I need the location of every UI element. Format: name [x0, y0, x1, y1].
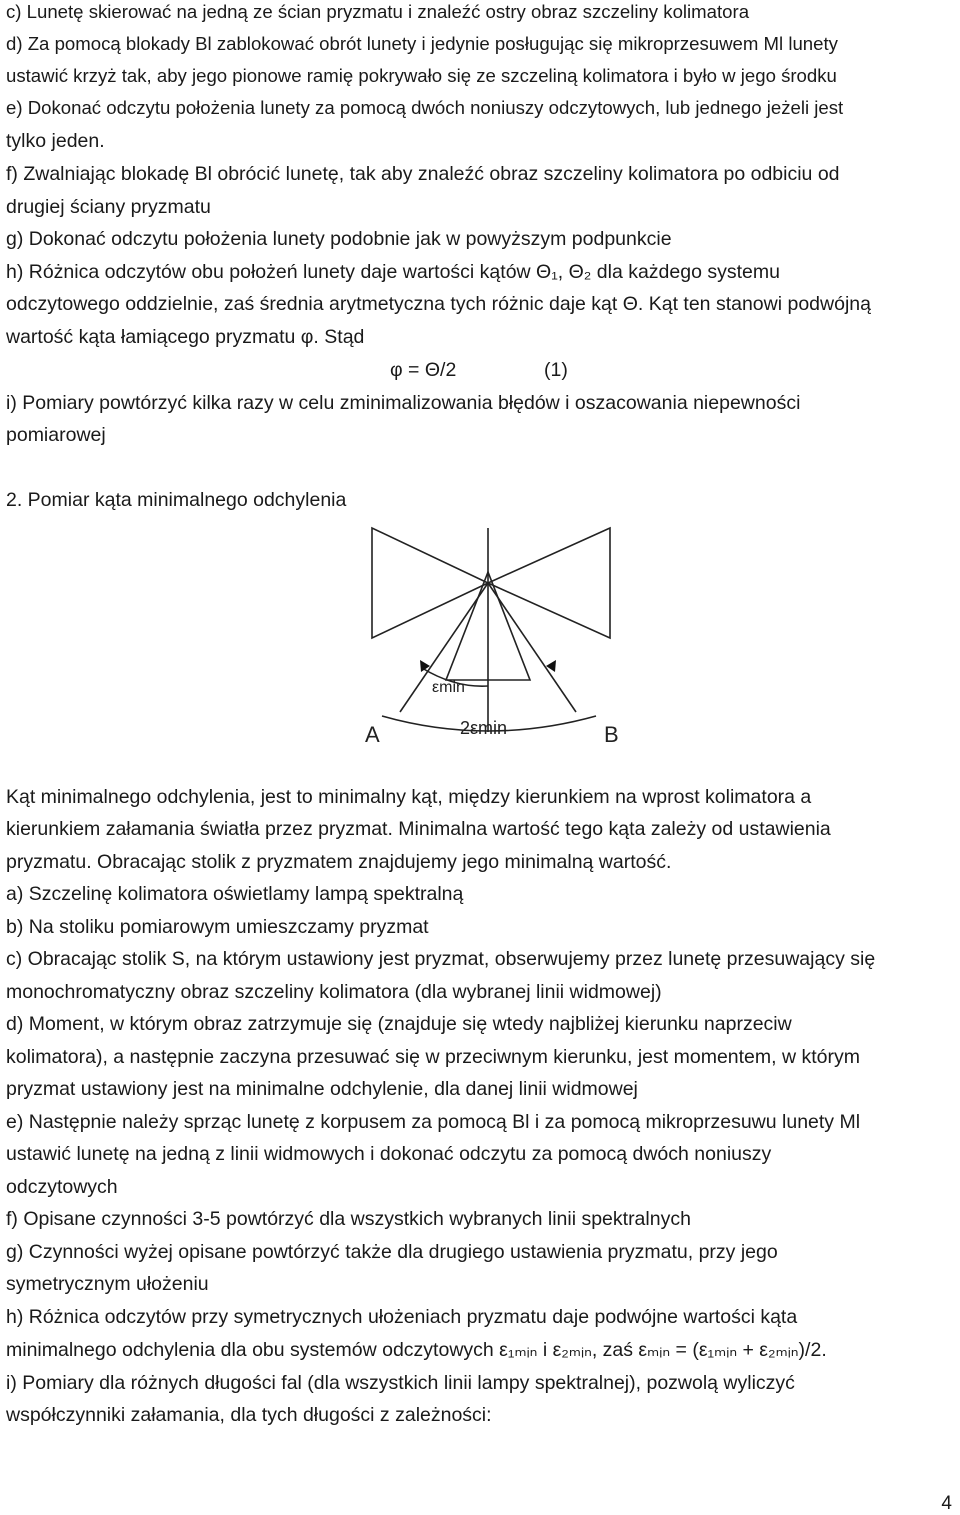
label-a: A	[365, 722, 380, 747]
text-line: h) Różnica odczytów przy symetrycznych ułożeniach pryzmatu daje podwójne wartości kąta	[6, 1306, 798, 1328]
section-heading: 2. Pomiar kąta minimalnego odchylenia	[6, 489, 347, 511]
text-line: c) Lunetę skierować na jedną ze ścian pryzmatu i znaleźć ostry obraz szczeliny kolimatora	[6, 1, 750, 22]
text-line: pryzmat ustawiony jest na minimalne odchylenie, dla danej linii widmowej	[6, 1078, 638, 1100]
text-line: symetrycznym ułożeniu	[6, 1273, 209, 1295]
label-b: B	[604, 722, 619, 747]
label-emin: εmin	[432, 679, 465, 696]
label-2emin: 2εmin	[460, 718, 508, 738]
text-line: ustawić krzyż tak, aby jego pionowe ramię pokrywało się ze szczeliną kolimatora i było w jego środku	[6, 65, 837, 86]
text-line: f) Zwalniając blokadę Bl obrócić lunetę, tak aby znaleźć obraz szczeliny kolimatora po odbiciu od	[6, 163, 840, 185]
text-line: e) Następnie należy sprząc lunetę z korpusem za pomocą Bl i za pomocą mikroprzesuwu lunety Ml	[6, 1111, 861, 1133]
text-line: minimalnego odchylenia dla obu systemów odczytowych ε₁ₘᵢₙ i ε₂ₘᵢₙ, zaś εₘᵢₙ = (ε₁ₘᵢₙ + ε₂ₘᵢₙ)/2.	[6, 1339, 827, 1361]
text-line: d) Za pomocą blokady Bl zablokować obrót lunety i jedynie posługując się mikroprzesuwem Ml lunety	[6, 33, 838, 54]
text-line: g) Czynności wyżej opisane powtórzyć także dla drugiego ustawienia pryzmatu, przy jego	[6, 1241, 778, 1263]
text-line: c) Obracając stolik S, na którym ustawiony jest pryzmat, obserwujemy przez lunetę przesuwający się	[6, 948, 876, 970]
text-line: b) Na stoliku pomiarowym umieszczamy pryzmat	[6, 916, 429, 938]
text-line: Kąt minimalnego odchylenia, jest to minimalny kąt, między kierunkiem na wprost kolimatora a	[6, 786, 812, 808]
text-line: g) Dokonać odczytu położenia lunety podobnie jak w powyższym podpunkcie	[6, 228, 672, 250]
equation-number: (1)	[544, 359, 568, 381]
text-line: e) Dokonać odczytu położenia lunety za pomocą dwóch noniuszy odczytowych, lub jednego jeżeli jest	[6, 97, 844, 118]
text-line: wartość kąta łamiącego pryzmatu φ. Stąd	[6, 326, 365, 348]
page-number: 4	[941, 1493, 952, 1514]
text-line: odczytowych	[6, 1176, 118, 1198]
text-line: a) Szczelinę kolimatora oświetlamy lampą spektralną	[6, 883, 464, 905]
text-line: pomiarowej	[6, 424, 106, 446]
collimator-shape	[372, 528, 488, 638]
text-line: współczynniki załamania, dla tych długości z zależności:	[6, 1404, 492, 1426]
text-line: d) Moment, w którym obraz zatrzymuje się (znajduje się wtedy najbliżej kierunku naprzeciw	[6, 1013, 792, 1035]
text-line: odczytowego oddzielnie, zaś średnia arytmetyczna tych różnic daje kąt Θ. Kąt ten stanowi podwójną	[6, 293, 871, 315]
text-line: ustawić lunetę na jedną z linii widmowych i dokonać odczytu za pomocą dwóch noniuszy	[6, 1143, 772, 1165]
text-line: kolimatora), a następnie zaczyna przesuwać się w przeciwnym kierunku, jest momentem, w którym	[6, 1046, 860, 1068]
text-line: f) Opisane czynności 3-5 powtórzyć dla wszystkich wybranych linii spektralnych	[6, 1208, 691, 1230]
minimum-deviation-diagram	[360, 520, 622, 752]
text-line: i) Pomiary dla różnych długości fal (dla wszystkich linii lampy spektralnej), pozwolą wyliczyć	[6, 1372, 795, 1394]
telescope-shape	[488, 528, 610, 638]
text-line: h) Różnica odczytów obu położeń lunety daje wartości kątów Θ₁, Θ₂ dla każdego systemu	[6, 261, 780, 283]
text-line: pryzmatu. Obracając stolik z pryzmatem znajdujemy jego minimalną wartość.	[6, 851, 672, 873]
text-line: i) Pomiary powtórzyć kilka razy w celu zminimalizowania błędów i oszacowania niepewności	[6, 392, 801, 414]
text-line: monochromatyczny obraz szczeliny kolimatora (dla wybranej linii widmowej)	[6, 981, 662, 1003]
equation-formula: φ = Θ/2	[390, 359, 457, 381]
text-line: kierunkiem załamania światła przez pryzmat. Minimalna wartość tego kąta zależy od ustawienia	[6, 818, 831, 840]
text-line: tylko jeden.	[6, 130, 105, 152]
text-line: drugiej ściany pryzmatu	[6, 196, 211, 218]
